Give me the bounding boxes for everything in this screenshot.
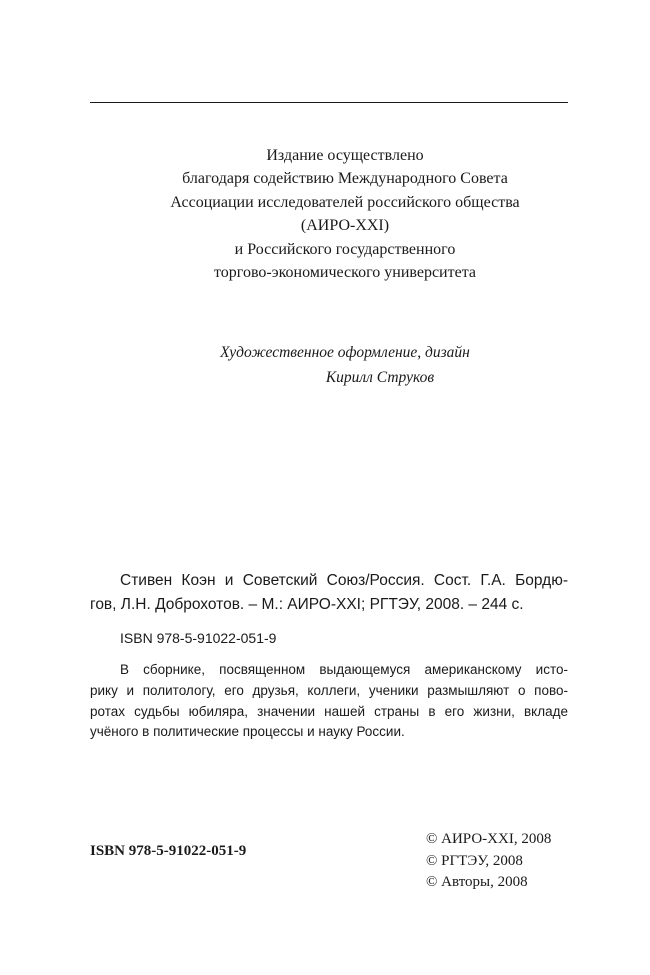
- isbn-bold: ISBN 978-5-91022-051-9: [90, 843, 247, 859]
- copyright-line: © РГТЭУ, 2008: [426, 852, 523, 869]
- sponsor-line: (АИРО-XXI): [300, 217, 390, 235]
- top-rule: [90, 102, 568, 103]
- citation-line: Стивен Коэн и Советский Союз/Россия. Сост. Г.А. Бордю-: [120, 572, 568, 589]
- copyright-line: © АИРО-XXI, 2008: [426, 831, 552, 847]
- annotation-line: рику и политологу, его друзья, коллеги, ученики размышляют о пово-: [90, 682, 568, 698]
- bibliographic-citation: [90, 569, 568, 617]
- design-credit: [90, 340, 600, 390]
- sponsor-statement: [90, 144, 600, 284]
- sponsor-line: Издание осуществлено: [266, 147, 424, 164]
- design-credit-role: Художественное оформление, дизайн: [220, 344, 470, 361]
- copyright-block: [426, 829, 551, 894]
- sponsor-line: благодаря содействию Международного Совета: [182, 170, 508, 188]
- annotation-line: В сборнике, посвященном выдающемуся американскому исто-: [120, 662, 568, 677]
- copyright-line: © Авторы, 2008: [426, 874, 528, 890]
- annotation-line: учёного в политические процессы и науку России.: [90, 724, 405, 740]
- annotation-line: ротах судьбы юбиляра, значении нашей страны в его жизни, вкладе: [90, 703, 568, 719]
- sponsor-line: и Российского государственного: [234, 240, 456, 258]
- citation-line: гов, Л.Н. Доброхотов. – М.: АИРО-XXI; РГТЭУ, 2008. – 244 с.: [90, 596, 524, 613]
- design-credit-name: Кирилл Струков: [325, 369, 435, 386]
- sponsor-line: Ассоциации исследователей российского общества: [170, 193, 520, 211]
- sponsor-line: торгово-экономического университета: [214, 264, 476, 282]
- isbn-line: ISBN 978-5-91022-051-9: [120, 630, 277, 646]
- annotation: [90, 660, 568, 743]
